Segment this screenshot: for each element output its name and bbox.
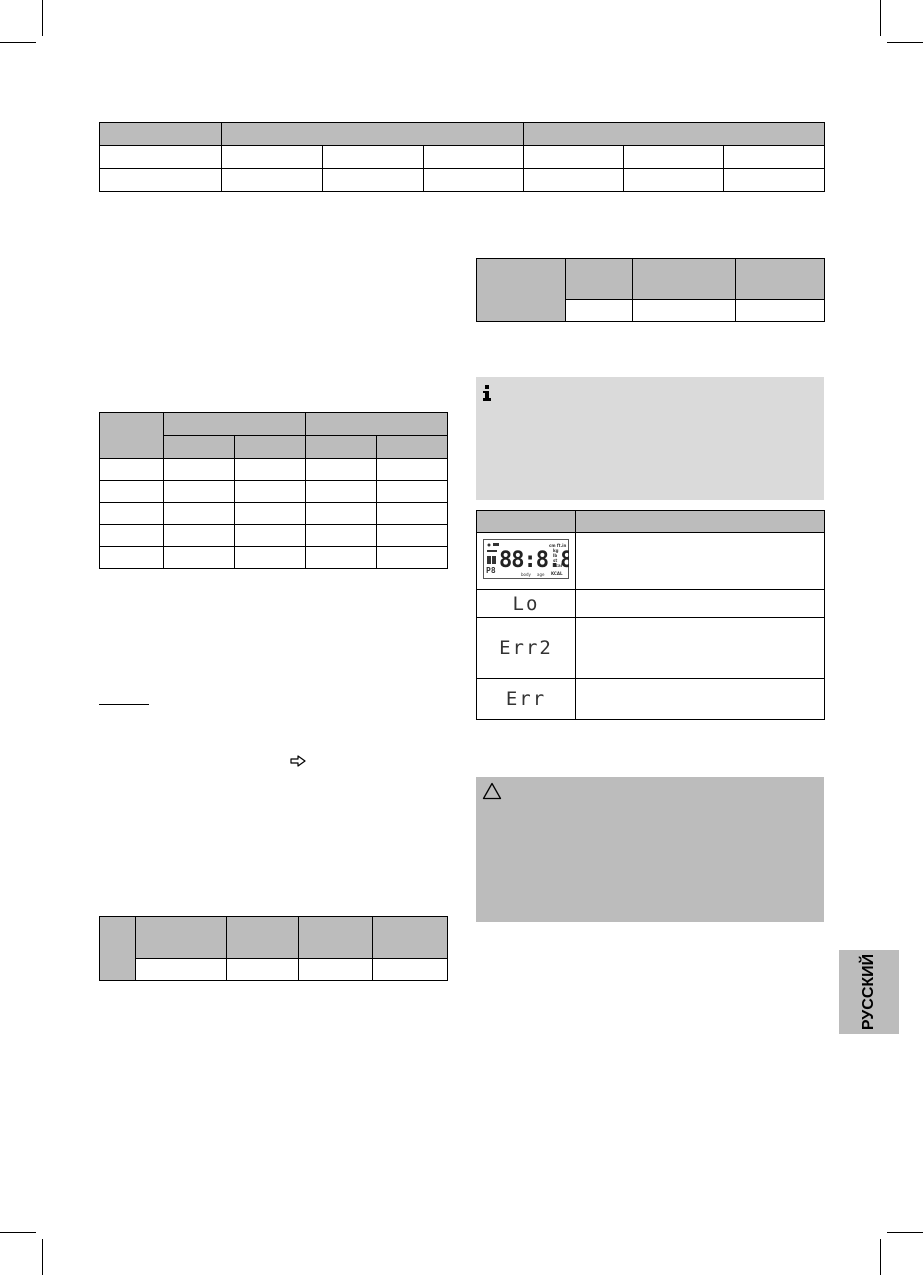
table-row — [477, 590, 825, 618]
table-header-cell — [524, 123, 825, 146]
table-header-cell — [736, 259, 825, 300]
svg-text:kcal: kcal — [553, 562, 563, 568]
top-table — [99, 122, 825, 192]
svg-text:KCAL: KCAL — [551, 570, 563, 576]
table-header-cell — [377, 436, 448, 459]
info-note-box — [476, 377, 824, 500]
crop-mark — [887, 42, 923, 43]
left-middle-table — [99, 412, 448, 569]
table-header-cell — [100, 123, 222, 146]
svg-text:kg: kg — [553, 547, 559, 553]
arrow-right-outline-icon — [290, 754, 306, 766]
crop-mark — [0, 1232, 36, 1233]
svg-text:body: body — [521, 571, 531, 577]
warning-triangle-icon — [482, 782, 502, 800]
bottom-left-table — [99, 916, 448, 981]
lcd-code: Err2 — [477, 618, 576, 679]
error-code-table — [476, 510, 825, 720]
language-side-tab — [839, 950, 899, 1034]
table-row — [100, 481, 448, 503]
table-row — [477, 679, 825, 720]
table-header-cell — [164, 436, 235, 459]
table-row — [100, 959, 448, 981]
crop-mark — [880, 1239, 881, 1275]
warning-note-box — [476, 777, 824, 922]
table-header-cell — [164, 413, 306, 436]
lcd-code: Lo — [477, 590, 576, 618]
svg-text:P8: P8 — [486, 565, 496, 575]
svg-text:88:8.8.8: 88:8.8 — [499, 547, 569, 573]
table-row — [100, 169, 825, 192]
table-header-cell — [136, 917, 227, 959]
crop-mark — [42, 0, 43, 36]
table-header-cell — [373, 917, 448, 959]
table-header-cell — [227, 917, 299, 959]
language-side-tab-label: РУССКИЙ — [860, 953, 878, 1031]
right-small-table — [476, 258, 825, 322]
table-header-cell — [235, 436, 306, 459]
table-header-cell — [633, 259, 736, 300]
crop-mark — [887, 1232, 923, 1233]
crop-mark — [42, 1239, 43, 1275]
table-row — [477, 618, 825, 679]
info-icon — [483, 385, 491, 401]
svg-text:st: st — [553, 557, 558, 563]
table-header-cell — [299, 917, 373, 959]
svg-text:lb: lb — [553, 552, 558, 558]
table-row — [100, 146, 825, 169]
table-header-cell — [222, 123, 524, 146]
table-header-cell — [306, 436, 377, 459]
table-row — [477, 533, 825, 590]
svg-text:age: age — [537, 571, 545, 577]
table-header-cell — [477, 259, 566, 322]
table-header-cell — [100, 413, 164, 459]
crop-mark — [880, 0, 881, 36]
table-header-cell — [100, 917, 136, 981]
svg-text:cm ft.in: cm ft.in — [549, 542, 567, 548]
crop-mark — [0, 42, 36, 43]
table-header-cell — [566, 259, 633, 300]
underlined-heading-mark — [99, 704, 149, 705]
table-row — [100, 503, 448, 525]
table-header-cell — [477, 511, 576, 533]
lcd-code: Err — [477, 679, 576, 720]
table-row — [100, 459, 448, 481]
table-header-cell — [306, 413, 448, 436]
table-row — [100, 547, 448, 569]
lcd-full-segment-display-icon — [483, 539, 569, 584]
table-row — [100, 525, 448, 547]
table-header-cell — [576, 511, 825, 533]
